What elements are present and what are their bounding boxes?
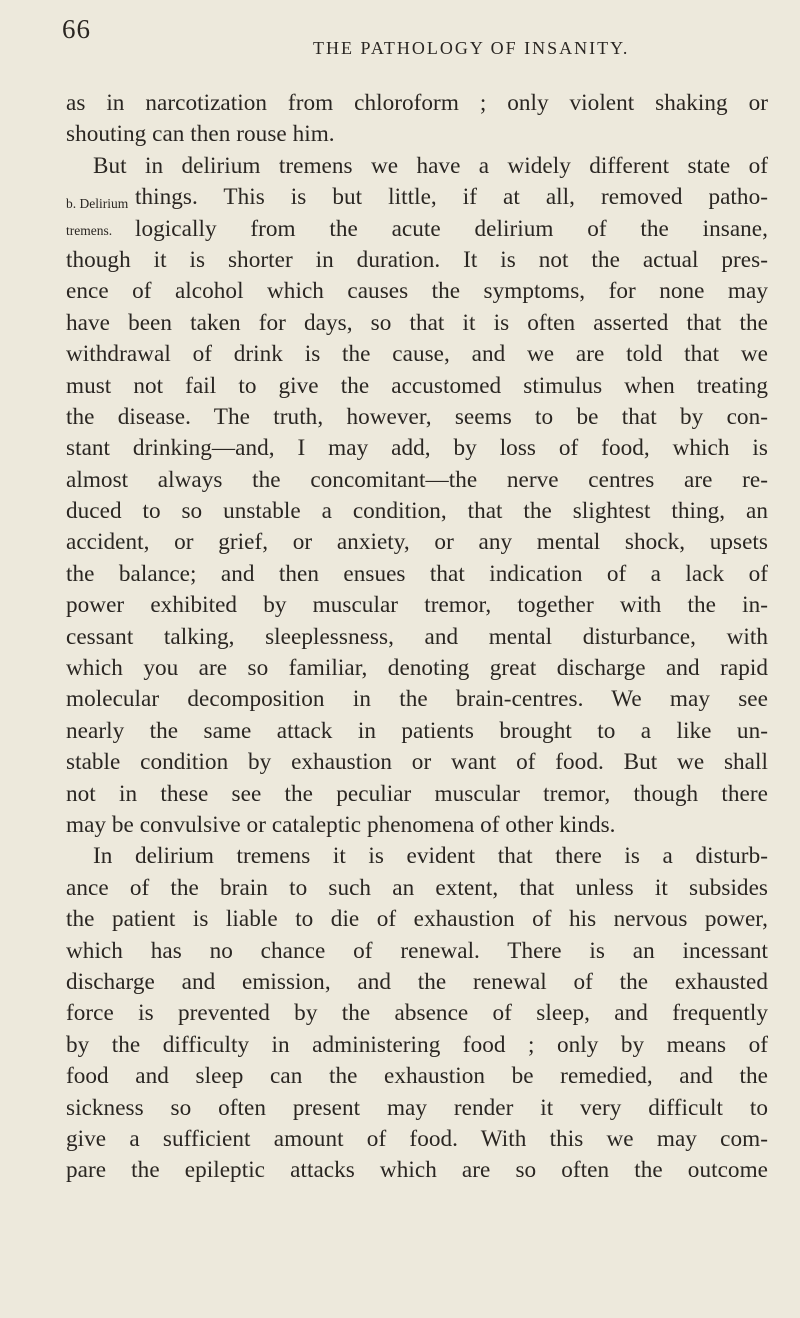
- text-line: the balance; and then ensues that indication of a lack of: [66, 560, 768, 587]
- text-line: shouting can then rouse him.: [66, 121, 335, 148]
- page-number: 66: [62, 14, 91, 44]
- text-line: accident, or grief, or anxiety, or any mental shock, upsets: [66, 529, 768, 556]
- margin-note-delirium: b. Delirium: [66, 196, 129, 211]
- text-line: duced to so unstable a condition, that the slightest thing, an: [66, 498, 768, 525]
- text-line: by the difficulty in administering food ; only by means of: [66, 1031, 768, 1058]
- text-line: which you are so familiar, denoting great discharge and rapid: [66, 655, 768, 682]
- text-line: have been taken for days, so that it is often asserted that the: [66, 309, 768, 336]
- body-text: [66, 88, 768, 1187]
- text-line: cessant talking, sleeplessness, and mental disturbance, with: [66, 623, 768, 650]
- text-line: stant drinking—and, I may add, by loss of food, which is: [66, 435, 768, 462]
- text-line: give a sufficient amount of food. With this we may com-: [66, 1125, 768, 1152]
- text-line: food and sleep can the exhaustion be remedied, and the: [66, 1063, 768, 1090]
- text-line: molecular decomposition in the brain-centres. We may see: [66, 686, 768, 713]
- text-line: ence of alcohol which causes the symptoms, for none may: [66, 278, 768, 305]
- text-line: things. This is but little, if at all, removed patho-: [135, 184, 768, 211]
- text-line: almost always the concomitant—the nerve centres are re-: [66, 466, 768, 493]
- text-line: the patient is liable to die of exhaustion of his nervous power,: [66, 906, 768, 933]
- text-line: not in these see the peculiar muscular tremor, though there: [66, 780, 768, 807]
- text-line: which has no chance of renewal. There is an incessant: [66, 937, 768, 964]
- text-line: But in delirium tremens we have a widely different state of: [93, 152, 768, 179]
- text-line: withdrawal of drink is the cause, and we are told that we: [66, 341, 768, 368]
- text-line: sickness so often present may render it very difficult to: [66, 1094, 768, 1121]
- text-line: logically from the acute delirium of the insane,: [135, 215, 768, 242]
- text-line: ance of the brain to such an extent, that unless it subsides: [66, 874, 768, 901]
- text-line: as in narcotization from chloroform ; only violent shaking or: [66, 90, 768, 116]
- text-line: In delirium tremens it is evident that there is a disturb-: [93, 843, 768, 870]
- text-line: may be convulsive or cataleptic phenomena of other kinds.: [66, 811, 616, 838]
- text-line: power exhibited by muscular tremor, together with the in-: [66, 592, 768, 619]
- text-line: though it is shorter in duration. It is not the actual pres-: [66, 246, 768, 273]
- margin-note-tremens: tremens.: [66, 223, 113, 238]
- text-line: force is prevented by the absence of sleep, and frequently: [66, 1000, 768, 1027]
- running-head: THE PATHOLOGY OF INSANITY.: [313, 38, 630, 58]
- text-line: pare the epileptic attacks which are so often the outcome: [66, 1157, 768, 1184]
- text-line: the disease. The truth, however, seems to be that by con-: [66, 403, 768, 430]
- text-line: must not fail to give the accustomed stimulus when treating: [66, 372, 768, 399]
- text-line: nearly the same attack in patients brought to a like un-: [66, 717, 768, 744]
- text-line: stable condition by exhaustion or want of food. But we shall: [66, 749, 768, 776]
- text-line: discharge and emission, and the renewal of the exhausted: [66, 968, 768, 995]
